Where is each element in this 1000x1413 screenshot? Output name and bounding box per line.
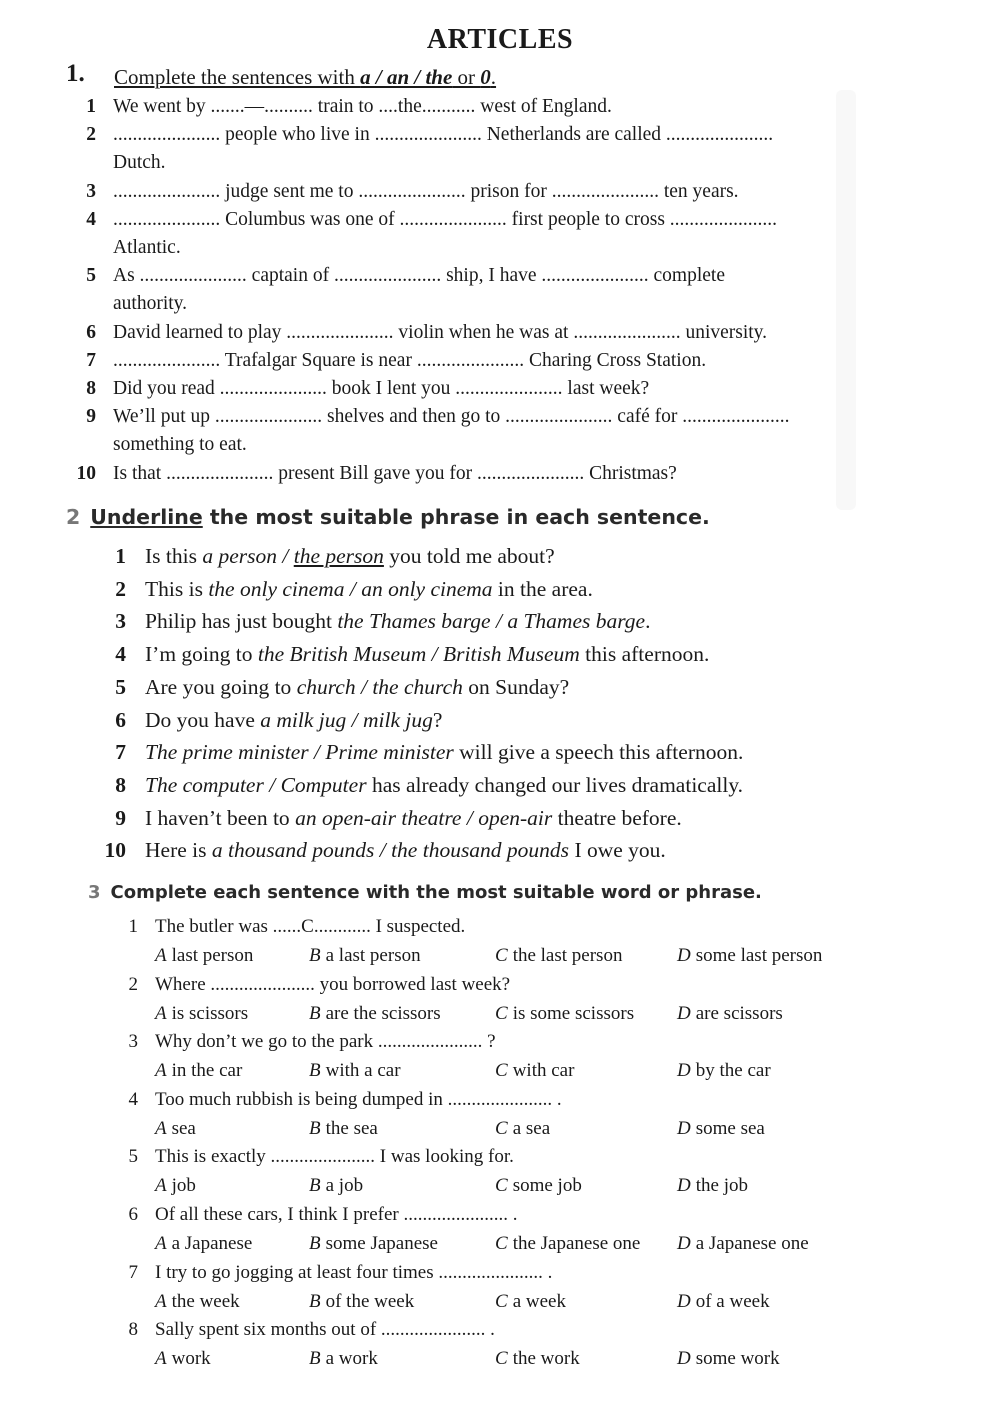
- option-letter: A: [155, 1002, 167, 1024]
- option-text: of a week: [695, 1290, 770, 1312]
- option-text: with car: [512, 1060, 575, 1082]
- sentence-end: .: [645, 609, 651, 634]
- phrase-option-a[interactable]: church: [296, 674, 356, 699]
- item-number: 10: [76, 462, 96, 484]
- instruction-end: .: [490, 65, 497, 89]
- sentence: [145, 838, 666, 863]
- sentence-start: Are you going to: [145, 674, 297, 699]
- scan-smudge: [836, 90, 856, 510]
- sentence-end: in the area.: [492, 576, 593, 601]
- option-letter: A: [155, 1117, 167, 1139]
- instruction-options: a / an / the: [360, 65, 453, 89]
- sentence: [145, 740, 743, 765]
- option-letter: B: [309, 1348, 321, 1370]
- option-b[interactable]: [309, 1291, 414, 1313]
- sentence-start: Here is: [145, 838, 212, 863]
- item-number: 3: [86, 180, 96, 202]
- exercise-1-instruction: [114, 65, 496, 90]
- item-number: 5: [128, 1146, 138, 1168]
- option-text: the week: [171, 1290, 240, 1312]
- exercise-1-number: 1.: [66, 60, 85, 87]
- sentence-with-blanks[interactable]: authority.: [113, 293, 188, 315]
- item-number: 1: [128, 916, 138, 937]
- sentence-end: this afternoon.: [579, 642, 710, 667]
- exercise-3-instruction: [88, 882, 762, 903]
- option-text: last person: [171, 945, 254, 966]
- item-number: 2: [128, 973, 138, 995]
- question-text[interactable]: Where ...................... you borrowed last week?: [155, 973, 511, 995]
- phrase-option-b[interactable]: Prime minister: [325, 740, 454, 765]
- phrase-option-b[interactable]: open-air: [478, 805, 553, 830]
- option-text: are the scissors: [325, 1002, 441, 1024]
- phrase-option-a[interactable]: a person: [202, 544, 277, 568]
- option-letter: C: [495, 945, 508, 966]
- item-number: 6: [128, 1204, 138, 1225]
- option-separator: /: [263, 772, 281, 797]
- item-number: 3: [115, 609, 126, 634]
- question-text[interactable]: This is exactly ...................... I was looking for.: [155, 1146, 514, 1168]
- phrase-option-a[interactable]: the British Museum: [257, 642, 427, 667]
- phrase-option-b[interactable]: Computer: [280, 772, 367, 797]
- option-letter: A: [155, 945, 167, 966]
- item-number: 6: [86, 321, 96, 343]
- item-number: 7: [86, 349, 96, 371]
- sentence-with-blanks[interactable]: Is that ...................... present Bill gave you for ...................... Christmas?: [113, 462, 677, 484]
- sentence-end: I owe you.: [569, 838, 666, 863]
- option-text: work: [171, 1348, 211, 1370]
- option-a[interactable]: [155, 1118, 196, 1140]
- option-letter: B: [309, 1233, 321, 1254]
- option-letter: B: [309, 945, 321, 966]
- option-d[interactable]: [677, 1233, 809, 1255]
- item-number: 5: [115, 674, 126, 699]
- phrase-option-a[interactable]: The computer: [145, 772, 264, 797]
- sentence-with-blanks[interactable]: ...................... people who live in ...................... Netherlands are called ......................: [113, 124, 774, 146]
- instruction-zero: 0: [480, 65, 491, 89]
- option-letter: D: [677, 1290, 691, 1312]
- sentence-with-blanks[interactable]: something to eat.: [113, 434, 247, 456]
- sentence-start: I’m going to: [145, 642, 258, 667]
- item-number: 8: [86, 378, 96, 399]
- option-letter: C: [495, 1175, 508, 1197]
- sentence-end: will give a speech this afternoon.: [453, 740, 744, 765]
- option-separator: /: [355, 674, 373, 699]
- option-text: by the car: [695, 1060, 771, 1082]
- item-number: 8: [128, 1319, 138, 1341]
- option-letter: D: [677, 945, 691, 966]
- option-a[interactable]: [155, 1233, 252, 1255]
- option-text: the last person: [512, 945, 623, 966]
- question-text[interactable]: Sally spent six months out of ...................... .: [155, 1319, 495, 1341]
- option-d[interactable]: [677, 1175, 748, 1197]
- question-text[interactable]: I try to go jogging at least four times ...................... .: [155, 1261, 553, 1283]
- sentence: [145, 773, 743, 798]
- option-separator: /: [308, 740, 326, 765]
- exercise-3-number: 3: [88, 882, 101, 903]
- option-a[interactable]: [155, 1348, 211, 1370]
- sentence: [145, 708, 442, 733]
- question-text[interactable]: Why don’t we go to the park ...................... ?: [155, 1031, 496, 1053]
- option-d[interactable]: [677, 1003, 783, 1025]
- option-a[interactable]: [155, 1003, 248, 1025]
- sentence-with-blanks[interactable]: ...................... Columbus was one of ...................... first people to cross ......................: [113, 208, 778, 230]
- sentence-end: on Sunday?: [462, 674, 570, 699]
- option-separator: /: [277, 544, 294, 568]
- option-b[interactable]: [309, 1175, 363, 1197]
- instruction-text: Complete each sentence with the most suitable word or phrase.: [110, 882, 762, 903]
- option-text: a sea: [512, 1117, 551, 1139]
- phrase-option-a[interactable]: a milk jug: [260, 707, 347, 732]
- option-c[interactable]: [495, 1291, 566, 1313]
- option-b[interactable]: [309, 1118, 378, 1140]
- instruction-text: Complete the sentences with: [114, 65, 361, 89]
- option-b[interactable]: [309, 1233, 438, 1255]
- option-letter: B: [309, 1060, 321, 1082]
- sentence-with-blanks[interactable]: We went by .......—.......... train to ....the........... west of England.: [113, 96, 612, 117]
- item-number: 8: [115, 772, 126, 797]
- option-a[interactable]: [155, 945, 253, 967]
- option-letter: C: [495, 1348, 508, 1370]
- option-text: is some scissors: [512, 1002, 635, 1024]
- option-text: a last person: [325, 945, 421, 966]
- option-letter: A: [155, 1060, 167, 1082]
- option-text: a Japanese one: [695, 1233, 809, 1254]
- phrase-option-a[interactable]: the Thames barge: [337, 609, 491, 634]
- sentence-with-blanks[interactable]: Did you read ...................... book I lent you ...................... last week?: [113, 378, 650, 399]
- option-b[interactable]: [309, 945, 421, 967]
- page-title: ARTICLES: [426, 24, 574, 55]
- question-text[interactable]: Of all these cars, I think I prefer ...................... .: [155, 1204, 518, 1225]
- option-letter: C: [495, 1002, 508, 1024]
- option-a[interactable]: [155, 1291, 240, 1313]
- option-d[interactable]: [677, 1060, 771, 1082]
- option-text: some last person: [695, 945, 823, 966]
- option-d[interactable]: [677, 1291, 770, 1313]
- sentence-with-blanks[interactable]: Atlantic.: [113, 237, 181, 258]
- item-number: 4: [128, 1088, 138, 1110]
- item-number: 4: [86, 208, 96, 230]
- item-number: 4: [115, 642, 126, 667]
- option-letter: D: [677, 1348, 691, 1370]
- sentence-with-blanks[interactable]: As ...................... captain of ...................... ship, I have ...................... complete: [113, 265, 725, 287]
- sentence-end: theatre before.: [552, 805, 682, 830]
- phrase-option-b[interactable]: an only cinema: [361, 576, 493, 601]
- item-number: 1: [86, 96, 96, 117]
- option-text: job: [171, 1175, 196, 1197]
- option-letter: B: [309, 1002, 321, 1024]
- option-letter: B: [309, 1117, 321, 1139]
- option-separator: /: [426, 642, 444, 667]
- item-number: 7: [115, 740, 126, 765]
- sentence: [145, 544, 555, 569]
- option-c[interactable]: [495, 1348, 580, 1370]
- sentence-start: This is: [145, 576, 209, 601]
- option-separator: /: [374, 838, 392, 863]
- option-b[interactable]: [309, 1060, 401, 1082]
- option-c[interactable]: [495, 1175, 582, 1197]
- option-text: in the car: [171, 1060, 243, 1082]
- option-text: of the week: [325, 1290, 415, 1312]
- option-text: a Japanese: [171, 1233, 253, 1254]
- option-c[interactable]: [495, 1233, 640, 1255]
- option-letter: D: [677, 1002, 691, 1024]
- sentence-end: has already changed our lives dramatically.: [366, 772, 744, 797]
- option-d[interactable]: [677, 1118, 765, 1140]
- sentence-with-blanks[interactable]: We’ll put up ...................... shelves and then go to ...................... café for ......................: [113, 406, 790, 428]
- option-text: a week: [512, 1290, 566, 1312]
- sentence-with-blanks[interactable]: ...................... Trafalgar Square is near ...................... Charing Cross Station.: [113, 349, 707, 371]
- sentence-end: you told me about?: [383, 544, 555, 568]
- sentence-with-blanks[interactable]: ...................... judge sent me to ...................... prison for ...................... ten years.: [113, 180, 739, 202]
- phrase-option-b[interactable]: the person: [293, 544, 384, 568]
- instruction-text: the most suitable phrase in each sentence.: [202, 505, 710, 529]
- item-number: 10: [104, 838, 126, 863]
- option-letter: D: [677, 1233, 691, 1254]
- phrase-option-a[interactable]: an open-air theatre: [295, 805, 462, 830]
- option-d[interactable]: [677, 945, 822, 967]
- exercise-2-instruction: [66, 505, 710, 529]
- option-a[interactable]: [155, 1060, 242, 1082]
- option-c[interactable]: [495, 1003, 634, 1025]
- item-number: 2: [86, 124, 96, 146]
- item-number: 6: [115, 707, 126, 732]
- option-separator: /: [346, 707, 363, 732]
- item-number: 3: [128, 1031, 138, 1053]
- option-letter: C: [495, 1060, 508, 1082]
- option-letter: A: [155, 1290, 167, 1312]
- sentence-start: Is this: [145, 544, 203, 568]
- option-letter: C: [495, 1233, 508, 1254]
- option-text: with a car: [325, 1060, 401, 1082]
- exercise-2-number: 2: [66, 505, 81, 529]
- sentence-start: I haven’t been to: [145, 805, 296, 830]
- sentence-start: Do you have: [145, 707, 261, 732]
- option-letter: A: [155, 1233, 167, 1254]
- option-text: are scissors: [695, 1002, 783, 1024]
- sentence: [145, 675, 569, 700]
- sentence-with-blanks[interactable]: David learned to play ...................... violin when he was at ...................... university.: [113, 321, 768, 343]
- option-letter: B: [309, 1290, 321, 1312]
- phrase-option-a[interactable]: a thousand pounds: [211, 838, 375, 863]
- option-c[interactable]: [495, 1118, 550, 1140]
- option-text: is scissors: [171, 1002, 249, 1024]
- option-text: the work: [512, 1348, 580, 1370]
- option-text: the job: [695, 1175, 748, 1197]
- phrase-option-a[interactable]: The prime minister: [145, 740, 309, 765]
- sentence-end: ?: [432, 707, 443, 732]
- item-number: 9: [86, 406, 96, 428]
- option-b[interactable]: [309, 1348, 378, 1370]
- option-a[interactable]: [155, 1175, 196, 1197]
- option-letter: A: [155, 1348, 167, 1370]
- sentence-with-blanks[interactable]: Dutch.: [113, 152, 166, 174]
- instruction-or: or: [452, 65, 481, 89]
- question-text[interactable]: The butler was ......C............ I suspected.: [155, 916, 466, 937]
- phrase-option-b[interactable]: a Thames barge: [507, 609, 646, 634]
- option-text: a work: [325, 1348, 378, 1370]
- option-letter: D: [677, 1060, 691, 1082]
- phrase-option-b[interactable]: British Museum: [443, 642, 580, 667]
- phrase-option-b[interactable]: milk jug: [362, 707, 433, 732]
- option-separator: /: [490, 609, 508, 634]
- option-text: some sea: [695, 1117, 765, 1139]
- sentence: [145, 609, 650, 634]
- option-letter: B: [309, 1175, 321, 1197]
- option-letter: C: [495, 1290, 508, 1312]
- option-letter: A: [155, 1175, 167, 1197]
- option-text: some job: [512, 1175, 582, 1197]
- sentence: [145, 577, 593, 602]
- option-c[interactable]: [495, 945, 622, 967]
- option-letter: D: [677, 1175, 691, 1197]
- item-number: 5: [86, 265, 96, 287]
- item-number: 2: [115, 576, 126, 601]
- option-separator: /: [461, 805, 479, 830]
- instruction-underlined: Underline: [90, 505, 203, 529]
- option-letter: C: [495, 1117, 508, 1139]
- sentence: [145, 642, 709, 667]
- sentence-start: Philip has just bought: [145, 609, 338, 634]
- option-c[interactable]: [495, 1060, 574, 1082]
- phrase-option-b[interactable]: the church: [372, 674, 463, 699]
- phrase-option-b[interactable]: the thousand pounds: [391, 838, 570, 863]
- phrase-option-a[interactable]: the only cinema: [208, 576, 345, 601]
- item-number: 9: [115, 805, 126, 830]
- option-text: a job: [325, 1175, 364, 1197]
- question-text[interactable]: Too much rubbish is being dumped in ...................... .: [155, 1088, 562, 1110]
- sentence: [145, 806, 682, 831]
- option-separator: /: [344, 576, 362, 601]
- option-text: the sea: [325, 1117, 378, 1139]
- option-d[interactable]: [677, 1348, 780, 1370]
- option-b[interactable]: [309, 1003, 441, 1025]
- item-number: 7: [128, 1261, 138, 1283]
- option-letter: D: [677, 1117, 691, 1139]
- item-number: 1: [115, 544, 126, 568]
- option-text: some work: [695, 1348, 780, 1370]
- option-text: the Japanese one: [512, 1233, 641, 1254]
- option-text: sea: [171, 1117, 196, 1139]
- option-text: some Japanese: [325, 1233, 438, 1254]
